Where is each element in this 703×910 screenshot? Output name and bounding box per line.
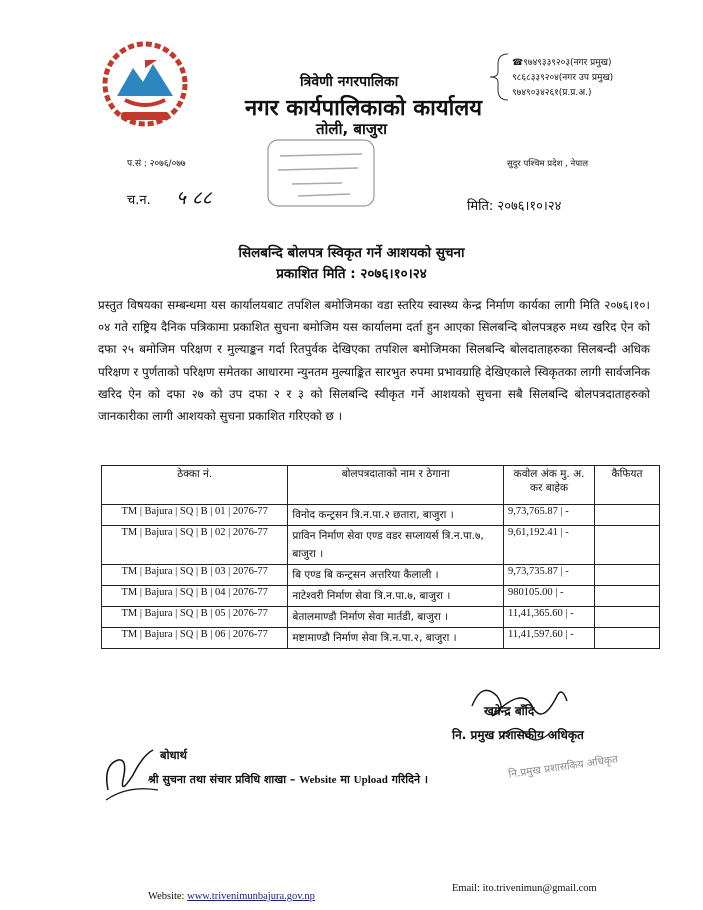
bid-amount: 9,73,765.87 | - (504, 505, 595, 526)
header-remark: कैफियत (595, 466, 660, 505)
letter-date: मिति: २०७६।१०।२४ (467, 199, 562, 214)
office-stamp (262, 136, 380, 210)
contact-phones (512, 56, 613, 101)
header-bidder: बोलपत्रदाताको नाम र ठेगाना (288, 466, 504, 505)
phone-deputy: ९८६८३३९२०४(नगर उप प्रमुख) (512, 73, 614, 83)
copy-to-mid: मा (340, 773, 350, 786)
tender-number: TM | Bajura | SQ | B | 02 | 2076-77 (102, 526, 288, 565)
table-row (102, 628, 660, 649)
tender-number: TM | Bajura | SQ | B | 03 | 2076-77 (102, 565, 288, 586)
copy-to-website: Website (299, 774, 337, 786)
brace-decoration (488, 52, 510, 102)
remark (595, 586, 660, 607)
bidder-name: बि एण्ड बि कन्ट्रसन अत्तरिया कैलाली । (288, 565, 504, 586)
bidder-name: प्राविन निर्माण सेवा एण्ड वडर सप्लायर्स त्रि.न.पा.७, बाजुरा । (288, 526, 504, 565)
bid-amount: 980105.00 | - (504, 586, 595, 607)
footer-email (452, 883, 597, 894)
bid-amount: 9,73,735.87 | - (504, 565, 595, 586)
email-link[interactable]: ito.trivenimun@gmail.com (482, 883, 597, 894)
notice-title: सिलबन्दि बोलपत्र स्विकृत गर्ने आशयको सुचना (238, 245, 465, 261)
bid-amount: 9,61,192.41 | - (504, 526, 595, 565)
dispatch-number-handwritten: ५ ८८ (176, 187, 212, 209)
dispatch-label: च.न. (127, 193, 151, 208)
bid-amount: 11,41,365.60 | - (504, 607, 595, 628)
footer-website (148, 891, 315, 902)
table-row (102, 526, 660, 565)
phone-mayor: ☎९७४९३३९२०३(नगर प्रमुख) (512, 58, 612, 68)
signer-name: खगेन्द्र बाँदि (484, 704, 535, 718)
header-tender-no: ठेक्का नं. (102, 466, 288, 505)
remark (595, 565, 660, 586)
bid-table (101, 465, 660, 649)
bidder-name: बेतालमाण्डौ निर्माण सेवा मार्तडी, बाजुरा । (288, 607, 504, 628)
remark (595, 607, 660, 628)
org-name: त्रिवेणी नगरपालिका (300, 74, 399, 90)
remark (595, 505, 660, 526)
website-label: Website: (148, 891, 185, 902)
tender-number: TM | Bajura | SQ | B | 04 | 2076-77 (102, 586, 288, 607)
remark (595, 526, 660, 565)
table-row (102, 586, 660, 607)
remark (595, 628, 660, 649)
bid-amount: 11,41,597.60 | - (504, 628, 595, 649)
copy-to-suffix: गरिदिने । (391, 773, 429, 786)
table-row (102, 505, 660, 526)
bidder-name: नाटेश्वरी निर्माण सेवा त्रि.न.पा.७, बाजुरा । (288, 586, 504, 607)
nepal-emblem-logo (95, 38, 195, 128)
table-row (102, 607, 660, 628)
copy-to-label: बोधार्थ (160, 748, 187, 762)
copy-to-prefix: श्री सुचना तथा संचार प्रविधि शाखा – (148, 773, 296, 786)
notice-body: प्रस्तुत विषयका सम्बन्धमा यस कार्यालयबाट तपशिल बमोजिमका वडा स्तरिय स्वास्थ्य केन्द्र निर्माण कार्यका लागी मिति २०७६।१०।०४ गते राष्ट्रिय दैनिक पत्रिकामा प्रकाशित सुचना बमोजिम यस कार्यालमा दर्ता हुन आएका सिलबन्दि बोलपत्रहरु मध्य खरिद ऐन को दफा २५ बमोजिम परिक्षण र मुल्याङ्कन गर्दा रितपुर्वक देखिएका तपशिल बमोजिमका सिलबन्दि बोलदाताहरुका सिलबन्दी अधिक परिक्षण र पुर्णताको परिक्षण समेतका आधारमा न्युनतम मुल्याङ्कित सारभुत रुपमा प्रभावग्राहि देखिएकाले स्विकृतका लागी सार्वजनिक खरिद ऐन को दफा २७ को उप दफा २ र ३ को सिलबन्दि स्वीकृत गर्ने आशयको सुचना सबै सिलबन्दि बोलपत्रदाताहरुको जानकारीका लागी आशयको सुचना प्रकाशित गरिएको छ । (98, 298, 650, 424)
reference-number: प.सं : २०७६/०७७ (127, 159, 186, 169)
office-name: नगर कार्यपालिकाको कार्यालय (245, 96, 482, 121)
email-label: Email: (452, 883, 480, 894)
designation-stamp: नि.प्रमुख प्रशासकिय अधिकृत (507, 753, 619, 781)
copy-to-line (148, 772, 428, 787)
table-header-row (102, 466, 660, 505)
province-name: सुदुर पश्चिम प्रदेश , नेपाल (507, 159, 589, 169)
office-location: तोली, बाजुरा (316, 120, 388, 138)
tender-number: TM | Bajura | SQ | B | 05 | 2076-77 (102, 607, 288, 628)
copy-to-upload: Upload (353, 774, 388, 786)
header-amount: कवोल अंक मु. अ. कर बाहेक (504, 466, 595, 505)
bidder-name: विनोद कन्ट्रसन त्रि.न.पा.२ छतारा, बाजुरा । (288, 505, 504, 526)
notice-published-date: प्रकाशित मिति : २०७६।१०।२४ (276, 266, 427, 282)
website-link[interactable]: www.trivenimunbajura.gov.np (187, 891, 315, 902)
phone-cao: ९७४९०३४२६१(प्र.प्र.अ.) (512, 88, 592, 98)
signer-title: नि. प्रमुख प्रशासकीय अधिकृत (452, 728, 584, 742)
tender-number: TM | Bajura | SQ | B | 01 | 2076-77 (102, 505, 288, 526)
bidder-name: मष्टामाण्डौ निर्माण सेवा त्रि.न.पा.२, बाजुरा । (288, 628, 504, 649)
tender-number: TM | Bajura | SQ | B | 06 | 2076-77 (102, 628, 288, 649)
table-row (102, 565, 660, 586)
